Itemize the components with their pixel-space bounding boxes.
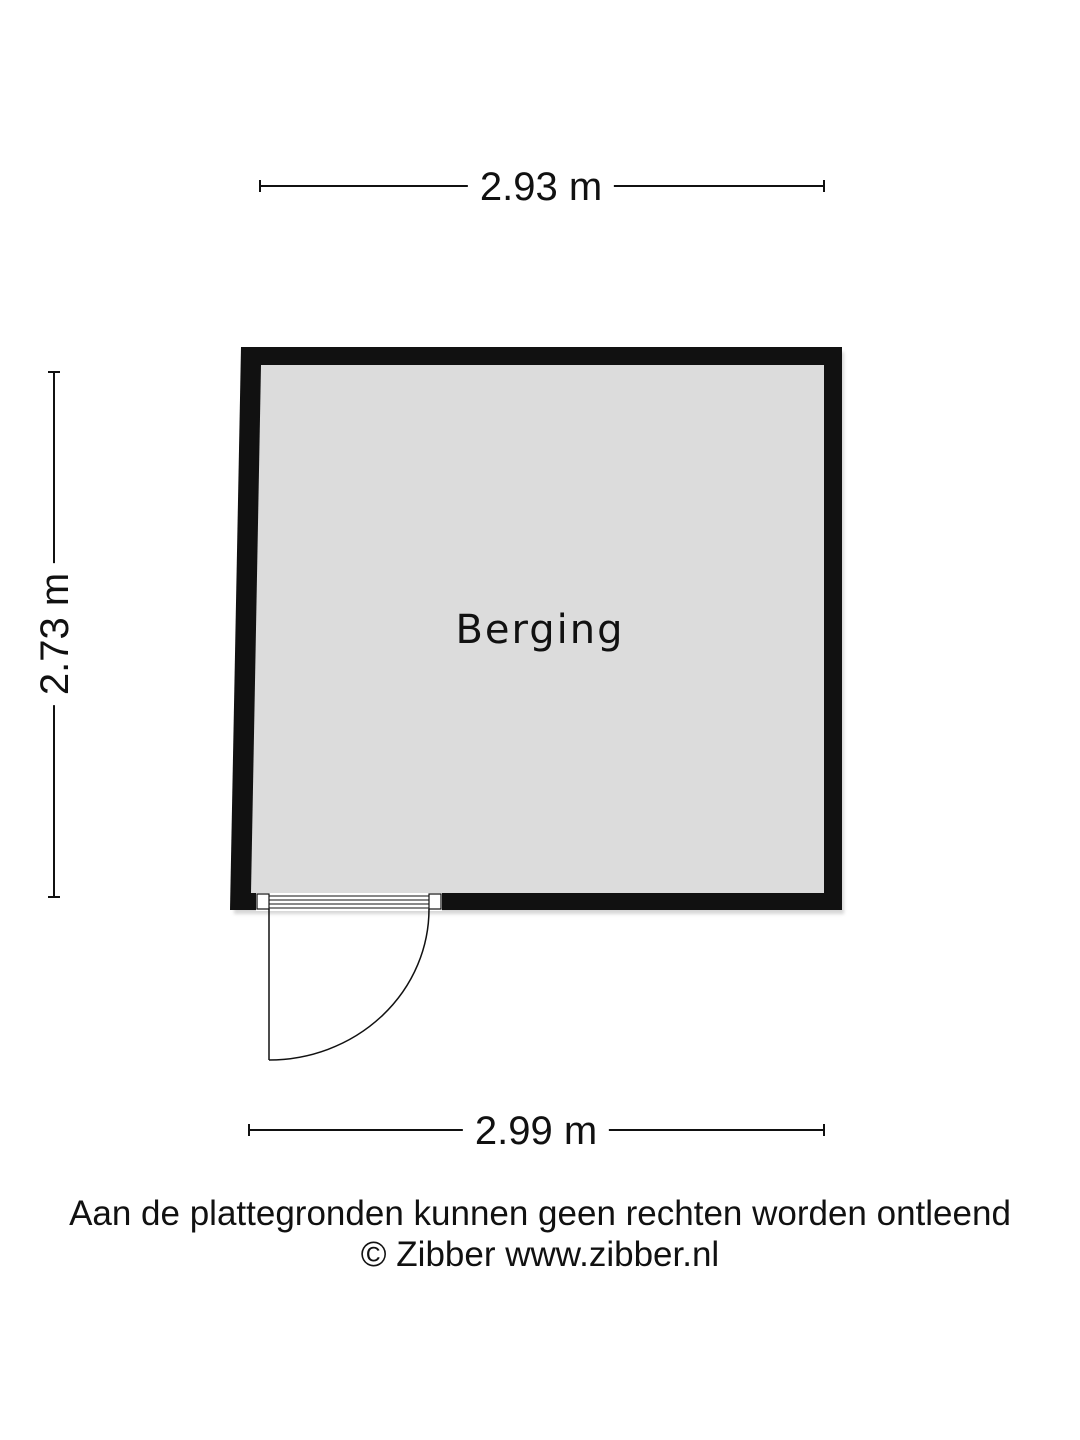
dimension-left-label: 2.73 m bbox=[35, 563, 75, 705]
dimension-bottom-label: 2.99 m bbox=[463, 1111, 609, 1151]
copyright-text: © Zibber www.zibber.nl bbox=[360, 1235, 720, 1274]
door bbox=[256, 893, 442, 911]
disclaimer-text: Aan de plattegronden kunnen geen rechten worden ontleend bbox=[69, 1194, 1011, 1233]
footer bbox=[0, 1193, 1080, 1275]
door-swing bbox=[269, 909, 429, 1060]
room-name: Berging bbox=[455, 607, 625, 653]
dimension-top-label: 2.93 m bbox=[468, 167, 614, 207]
